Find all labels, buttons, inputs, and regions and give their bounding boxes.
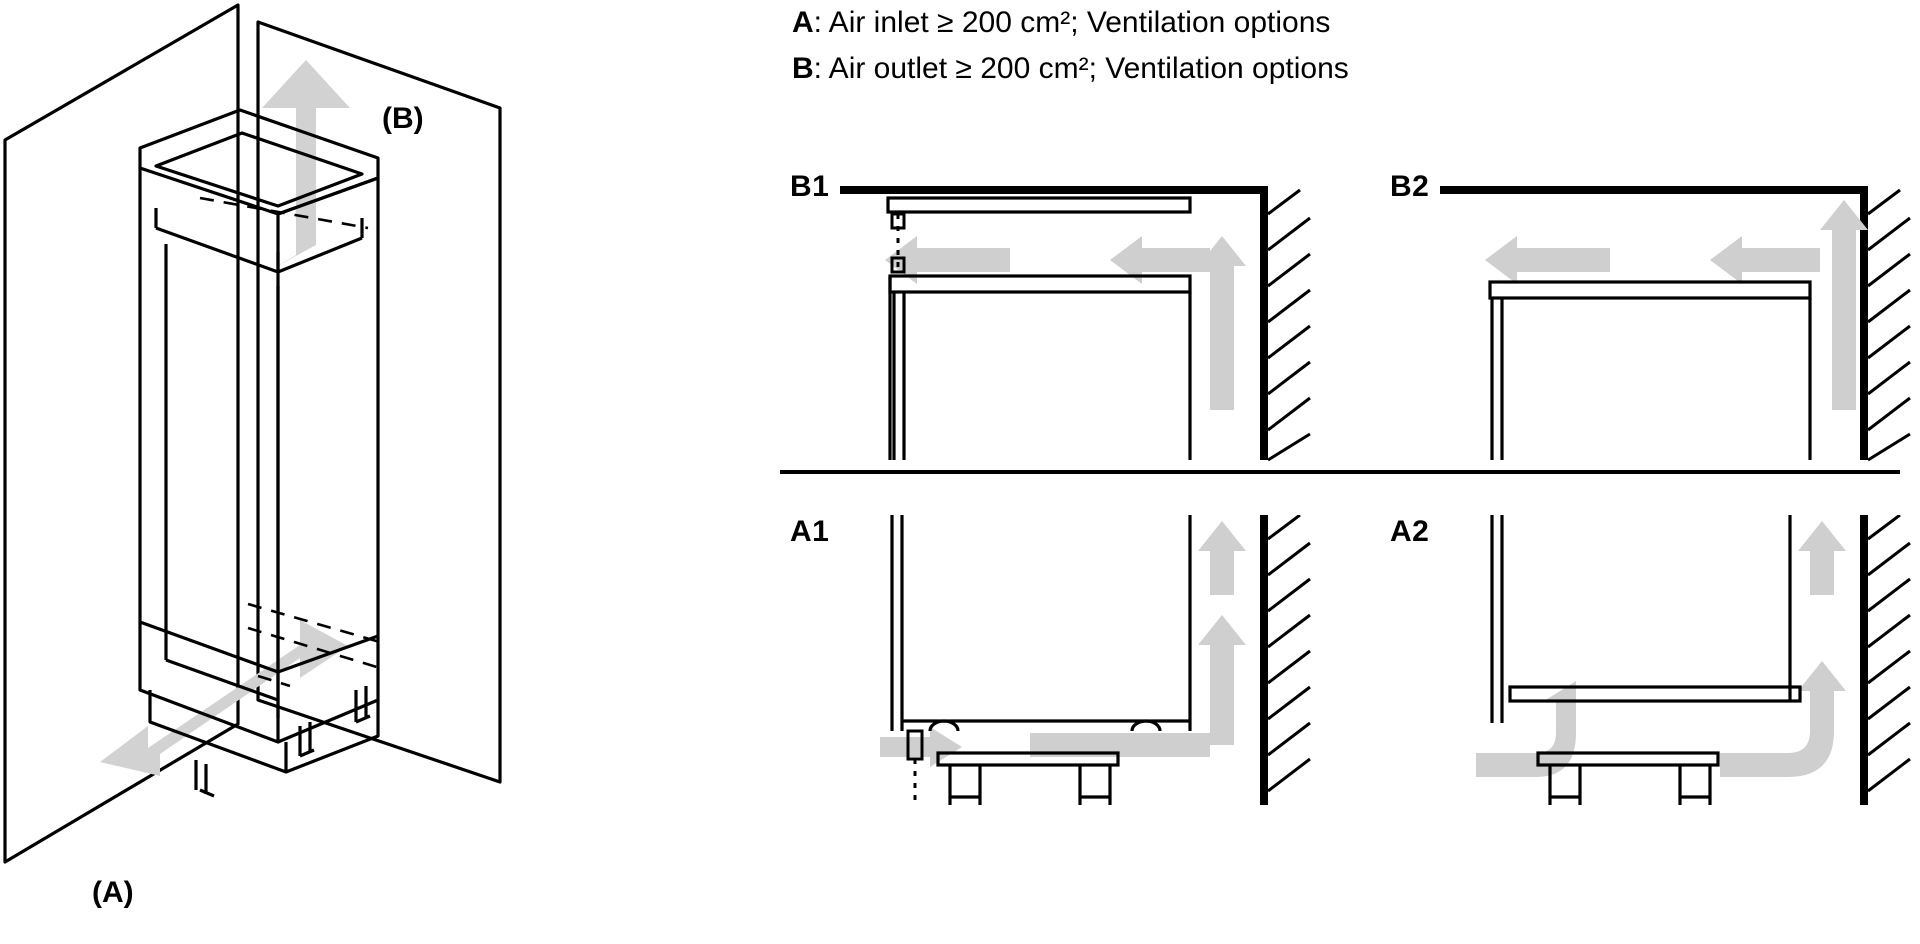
arrow-b1-top-run (1140, 248, 1210, 272)
foot-back-right (356, 686, 366, 722)
arrow-b2-outflow (1515, 248, 1610, 272)
foot-back-right-base (356, 716, 370, 722)
plinth-leg-right-a2 (1680, 765, 1710, 805)
arrow-a2-riser-curve (1720, 661, 1846, 777)
plinth-leg-left-a1 (950, 765, 980, 805)
diagram-b1 (780, 170, 1340, 530)
callout-b-label: (B) (382, 102, 424, 135)
diagram-b2-svg (1380, 170, 1920, 470)
diagram-a2 (1380, 515, 1920, 875)
diagram-grid (760, 170, 1920, 944)
legend-text-a: : Air inlet ≥ 200 cm²; Ventilation options (813, 6, 1331, 39)
arrow-b2-outflow-head (1485, 236, 1517, 284)
diagram-a1-label: A1 (790, 515, 830, 548)
left-illustration (0, 0, 760, 944)
legend-key-b: B (792, 52, 814, 85)
wall-hatch-a1 (1260, 515, 1310, 805)
diagram-a2-svg (1380, 515, 1920, 815)
legend-line-a (792, 0, 1892, 46)
foot-left-a1 (930, 721, 958, 731)
air-arrows (100, 60, 350, 776)
arrow-a1-riser (1198, 615, 1246, 745)
appliance-top-b1 (890, 276, 1190, 292)
wall-hatch-b2 (1860, 190, 1910, 460)
callout-a-label: (A) (92, 876, 134, 909)
panel-top-b1 (888, 198, 1190, 212)
arrow-a1-inlet-head (930, 727, 962, 767)
foot-right-a1 (1132, 721, 1160, 731)
air-arrows-b1 (885, 236, 1246, 410)
legend (792, 0, 1892, 92)
wall-hatch-b1 (1260, 190, 1310, 460)
diagram-b1-svg (780, 170, 1340, 470)
arrow-a2-riser-top (1798, 521, 1846, 595)
plinth-leg-right-a1 (1080, 765, 1110, 805)
diagram-a1 (780, 515, 1340, 875)
ceiling-b1 (840, 186, 1268, 194)
wall-hatch-a2 (1860, 515, 1910, 805)
right-panel (760, 0, 1920, 944)
legend-text-b: : Air outlet ≥ 200 cm²; Ventilation options (813, 52, 1349, 85)
diagram-a1-svg (780, 515, 1340, 815)
hidden-edges (200, 198, 380, 686)
arrow-b2-top-head (1710, 236, 1742, 284)
foot-front-right-base (300, 750, 314, 756)
legend-line-b (792, 46, 1892, 92)
arrow-b1-outflow (915, 248, 1010, 272)
arrow-a1-riser-top (1198, 521, 1246, 595)
niche-perspective-svg (0, 0, 760, 944)
wall-left (5, 5, 238, 862)
appliance-top-b2 (1490, 282, 1810, 298)
legend-key-a: A (792, 6, 814, 39)
diagram-a2-label: A2 (1390, 515, 1430, 548)
diagram-b2-label: B2 (1390, 170, 1430, 203)
ceiling-b2 (1440, 186, 1868, 194)
diagram-b1-label: B1 (790, 170, 830, 203)
arrow-b2-top-run (1740, 248, 1820, 272)
diagram-b2 (1380, 170, 1920, 530)
